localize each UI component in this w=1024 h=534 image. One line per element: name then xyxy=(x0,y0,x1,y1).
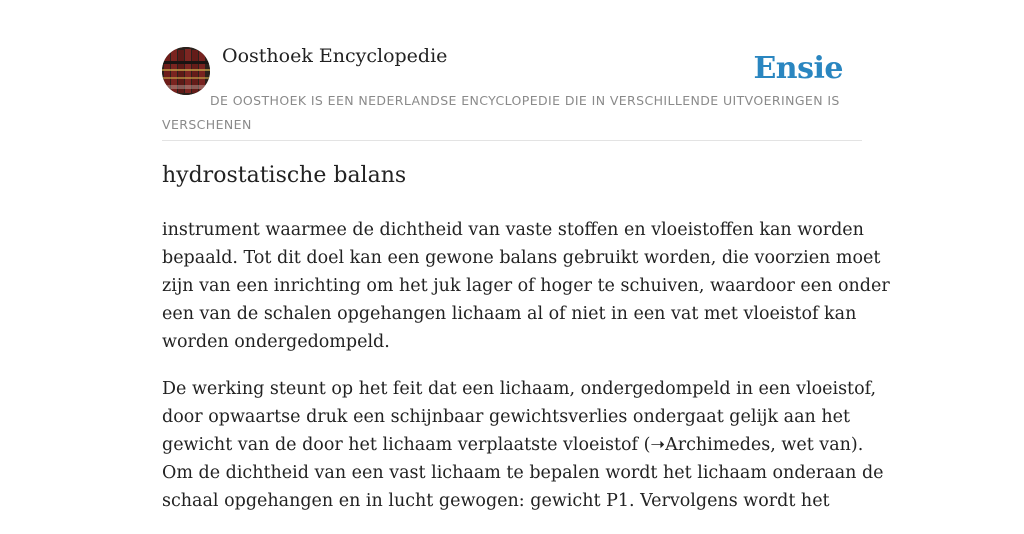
article-title: hydrostatische balans xyxy=(162,163,407,188)
text-line: instrument waarmee de dichtheid van vaste stoffen en vloeistoffen kan worden xyxy=(162,220,864,240)
article-body xyxy=(162,216,890,534)
text-line: gewicht van de door het lichaam verplaatste vloeistof (➝Archimedes, wet van). xyxy=(162,435,864,455)
text-line: bepaald. Tot dit doel kan een gewone balans gebruikt worden, die voorzien moet xyxy=(162,248,881,268)
text-line: door opwaartse druk een schijnbaar gewichtsverlies ondergaat gelijk aan het xyxy=(162,407,851,427)
text-line: De werking steunt op het feit dat een lichaam, ondergedompeld in een vloeistof, xyxy=(162,379,877,399)
article-paragraph xyxy=(162,216,890,356)
text-line: een van de schalen opgehangen lichaam al of niet in een vat met vloeistof kan xyxy=(162,304,857,324)
text-line: worden ondergedompeld. xyxy=(162,332,390,352)
page xyxy=(162,0,890,511)
header xyxy=(162,0,862,141)
brand-logo[interactable]: Ensie xyxy=(753,51,843,86)
encyclopedia-books-icon xyxy=(162,47,210,95)
encyclopedia-avatar[interactable] xyxy=(162,47,210,95)
site-tagline: DE OOSTHOEK IS EEN NEDERLANDSE ENCYCLOPEDIE DIE IN VERSCHILLENDE UITVOERINGEN IS VERSCHENEN xyxy=(162,93,840,132)
text-line: schaal opgehangen en in lucht gewogen: gewicht P1. Vervolgens wordt het xyxy=(162,491,830,511)
article-paragraph xyxy=(162,375,884,515)
site-title[interactable]: Oosthoek Encyclopedie xyxy=(222,45,448,67)
text-line: Om de dichtheid van een vast lichaam te bepalen wordt het lichaam onderaan de xyxy=(162,463,884,483)
text-line: zijn van een inrichting om het juk lager of hoger te schuiven, waardoor een onder xyxy=(162,276,890,296)
